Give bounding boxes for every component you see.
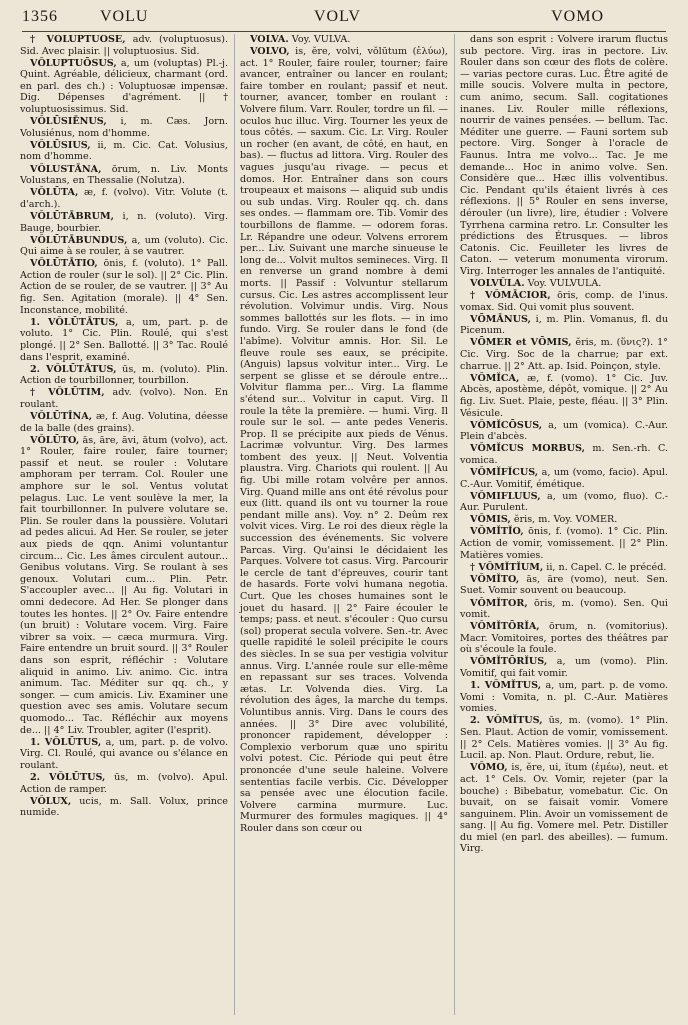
dictionary-entry xyxy=(20,364,228,387)
dictionary-entry xyxy=(20,140,228,163)
entry-headword: VŎMIS, xyxy=(470,514,511,526)
entry-definition: ĕris, m. Voy. VOMER. xyxy=(513,514,618,526)
entry-definition: ās, āre, āvi, ātum (volvo), act. 1° Rouler, faire rouler, faire tourner; passif et neut. se rouler : Volutare amphoram per terram. Col. Rouler une amphore sur le sol. Ventus volutat pelagus. Luc. Le vent soulève la mer, la fait tourbillonner. In pulvere volutare se. Plin. Se rouler dans la poussière. Volutari ad pedes alicui. Ad Her. Se rouler, se jeter aux pieds de qqn. Animi voluntantur circum... Cic. Les âmes circulent autour... Genibus volutans. Virg. Se roulant à ses genoux. Volutari cum... Plin. Petr. S'accoupler avec... || Au fig. Volutari in omni dedecore. Ad Her. Se plonger dans toutes les hontes. || 2° Ov. Faire entendre (un bruit) : Volutare vocem. Virg. Faire vibrer sa voix. — cæca murmura. Virg. Faire entendre un bruit sourd. || 3° Rouler dans son esprit, réfléchir : Volutare aliquid in animo. Liv. animo. Cic. intra animum. Tac. Méditer sur qq. ch., y songer. — cum amicis. Liv. Examiner une question avec ses amis. Volutare secum quomodo... Tac. Réfléchir aux moyens de... || 4° Liv. Troubler, agiter (l'esprit). xyxy=(20,434,228,736)
dictionary-entry xyxy=(240,46,448,834)
entry-headword: VOLVŬLA. xyxy=(470,277,525,289)
entry-definition: ōnis, f. (vomo). 1° Cic. Plin. Action de vomir, vomissement. || 2° Plin. Matières vomies. xyxy=(460,526,668,561)
dictionary-entry xyxy=(460,514,668,526)
dictionary-entry xyxy=(460,290,668,313)
entry-definition: a, um (vomica). C.-Aur. Plein d'abcès. xyxy=(460,419,668,443)
dictionary-entry xyxy=(460,443,668,466)
entry-headword: VŎMIFLUUS, xyxy=(470,490,541,502)
column-middle xyxy=(234,34,448,1015)
entry-headword: VŎLŪTA, xyxy=(30,187,79,199)
entry-headword: VŌMĀNUS, xyxy=(470,313,531,325)
dictionary-entry xyxy=(20,796,228,819)
entry-headword: VŎMĬCŌSUS, xyxy=(470,419,543,431)
entry-headword: VOLVO, xyxy=(250,46,290,58)
entry-definition: Voy. VULVA. xyxy=(291,34,351,45)
entry-headword: † VŎMĬTĬUM, xyxy=(470,561,544,573)
entry-headword: VŎLŪTĀBRUM, xyxy=(30,210,114,222)
entry-headword: VŎMĬCA, xyxy=(470,372,520,384)
dictionary-entry xyxy=(460,420,668,443)
entry-headword: VŎLŪTĪNA, xyxy=(30,411,93,422)
entry-definition: i, n. (voluto). Virg. Bauge, bourbier. xyxy=(20,210,228,234)
entry-definition: i, m. Plin. Vomanus, fl. du Picenum. xyxy=(460,313,668,337)
entry-definition: a, um (vomo, facio). Apul. C.-Aur. Vomitif, émétique. xyxy=(460,466,668,490)
dictionary-entry xyxy=(460,715,668,761)
dictionary-entry xyxy=(20,317,228,363)
entry-definition: m. Sen.-rh. C. vomica. xyxy=(460,443,668,466)
dictionary-entry xyxy=(460,373,668,419)
entry-headword: † VŎMĀCIOR, xyxy=(470,290,551,302)
entry-definition: ūs, m. (voluto). Plin. Action de tourbillonner, tourbillon. xyxy=(20,363,228,387)
dictionary-entry xyxy=(460,762,668,855)
dictionary-entry xyxy=(460,491,668,514)
entry-headword: VŎMĬCUS MORBUS, xyxy=(470,443,585,455)
entry-definition: ās, āre (vomo), neut. Sen. Suet. Vomir souvent ou beaucoup. xyxy=(460,573,668,597)
entry-headword: VŎLUSTĀNA, xyxy=(30,163,102,175)
entry-definition: ucis, m. Sall. Volux, prince numide. xyxy=(20,795,228,819)
entry-definition: ĕris, m. (ὕνις?). 1° Cic. Virg. Soc de la charrue; par ext. charrue. || 2° Att. ap. Isid. Poinçon, style. xyxy=(460,337,668,372)
entry-headword: 2. VŎLŪTĀTUS, xyxy=(30,363,117,375)
entry-headword: VŎLŪSIĒNUS, xyxy=(30,116,107,128)
dictionary-entry xyxy=(20,258,228,316)
entry-headword: VŎLUX, xyxy=(30,795,72,807)
dictionary-entry xyxy=(460,278,668,290)
dictionary-entry xyxy=(460,598,668,621)
entry-headword: VOLVA. xyxy=(250,34,289,45)
entry-headword: † VŎLUPTUŌSE, xyxy=(30,34,126,45)
entry-headword: VŎLŪTO, xyxy=(30,434,80,446)
entry-definition: ōrum, n. Liv. Monts Volustans, en Thessalie (Nolutza). xyxy=(20,163,228,187)
running-header xyxy=(22,8,666,30)
entry-definition: ōnis, f. (voluto). 1° Pall. Action de rouler (sur le sol). || 2° Cic. Plin. Action de se rouler, de se vautrer. || 3° Au fig. Sen. Agitation (morale). || 4° Sen. Inconstance, mobilité. xyxy=(20,258,228,316)
header-center-guide-word: VOLV xyxy=(314,8,361,25)
entry-headword: VŎMO, xyxy=(470,762,508,774)
entry-headword: VŎMĬTŌRĬA, xyxy=(470,621,540,633)
entry-definition: adv. (voluptuosus). Sid. Avec plaisir. || voluptuosius. Sid. xyxy=(20,34,228,57)
dictionary-entry xyxy=(460,314,668,337)
column-right xyxy=(454,34,668,1015)
dictionary-entry xyxy=(460,337,668,372)
entry-definition: a, um, part. p. de voluto. 1° Cic. Plin. Roulé, qui s'est plongé. || 2° Sen. Ballotté. || 3° Tac. Roulé dans l'esprit, examiné. xyxy=(20,316,228,363)
entry-definition: ūs, m. (vomo). 1° Plin. Sen. Plaut. Action de vomir, vomissement. || 2° Cels. Matières vomies. || 3° Au fig. Lucil. ap. Non. Plaut. Ordure, rebut, lie. xyxy=(460,715,668,762)
entry-headword: VŎMĬTĬO, xyxy=(470,526,524,538)
dictionary-entry xyxy=(460,680,668,715)
entry-headword: 1. VŎLŪTUS, xyxy=(30,736,102,748)
column-left xyxy=(20,34,228,1015)
entry-headword: VŎLŪTĀBUNDUS, xyxy=(30,234,128,246)
dictionary-entry xyxy=(460,574,668,597)
entry-definition: a, um (vomo, fluo). C.-Aur. Purulent. xyxy=(460,490,668,514)
dictionary-entry xyxy=(240,34,448,46)
dictionary-entry xyxy=(460,656,668,679)
dictionary-entry xyxy=(20,187,228,210)
entry-headword: VŎLUPTUŌSUS, xyxy=(30,57,117,69)
dictionary-entry xyxy=(20,737,228,772)
dictionary-entry xyxy=(20,116,228,139)
entry-headword: 1. VŎMĬTUS, xyxy=(470,680,542,692)
entry-definition: is, ĕre, volvi, vŏlūtum (ἐλύω), act. 1° Rouler, faire rouler, tourner; faire avancer, entraîner ou lancer en roulant; faire tomber en roulant; passif et neut. tourner, avancer, tomber en roulant : Volvere filum. Varr. Rouler, tordre un fil. — oculos huc illuc. Virg. Tourner les yeux de tous côtés. — saxum. Cic. Lr. Virg. Rouler un rocher (en avant, de côté, en haut, en bas). — fluctus ad littora. Virg. Rouler des vagues jusqu'au rivage. — pecus et domos. Hor. Entraîner dans son cours troupeaux et maisons — aliquid sub undis ou sub undas. Virg. Rouler qq. ch. dans ses ondes. — flammam ore. Tib. Vomir des tourbillons de flamme. — odorem foras. Lr. Répandre une odeur. Volvens errorem per... Liv. Suivant une marche sinueuse le long de... Volvit multos semineces. Virg. Il en renverse un grand nombre à demi morts. || Passif : Volvuntur stellarum cursus. Cic. Les astres accomplissent leur révolution. Volvimur undis. Virg. Nous sommes ballottés sur les flots. — in imo fundo. Virg. Se rouler dans le fond (de l'abîme). Volvitur amnis. Hor. Sil. Le fleuve roule ses eaux, se précipite. (Anguis) lapsus volvitur inter... Virg. Le serpent se glisse et se déroule entre... Volvitur flamma per... Virg. La flamme s'étend sur... Volvitur in caput. Virg. Il roule la tête la première. — humi. Virg. Il roule sur le sol. — ante pedes Veneris. Prop. Il se précipite aux pieds de Vénus. Lacrimæ volvuntur. Virg. Des larmes tombent des yeux. || Neut. Volventia plaustra. Virg. Chariots qui roulent. || Au fig. Ubi mille rotam volvêre per annos. Virg. Quand mille ans ont été révolus pour eux (litt. quand ils ont vu tourner la roue pendant mille ans). Voy. n° 2. Deûm rex volvit vices. Virg. Le roi des dieux règle la succession des événements. Sic volvere Parcas. Virg. Qu'ainsi le décidaient les Parques. Volvere tot casus. Virg. Parcourir le cercle de tant d'épreuves, courir tant de hasards. Forte volvi humana negotia. Curt. Que les choses humaines sont le jouet du hasard. || 2° Faire écouler le temps; pass. et neut. s'écouler : Quo cursu (sol) properat secula volvere. Sen.-tr. Avec quelle rapidité le soleil précipite le cours des siècles. In se sua per vestigia volvitur annus. Virg. L'année roule sur elle-même en repassant sur ses traces. Volvenda ætas. Lr. Volvenda dies. Virg. La révolution des âges, la marche du temps. Voluntibus annis. Virg. Dans le cours des années. || 3° Dire avec volubilité, prononcer rapidement, développer : Complexio verborum quæ uno spiritu volvi potest. Cic. Période qui peut être prononcée d'une seule haleine. Volvere sententias facile verbis. Cic. Développer sa pensée avec une élocution facile. Volvere carmina murmure. Luc. Murmurer des formules magiques. || 4° Rouler dans son cœur ou xyxy=(240,46,448,834)
entry-headword: 2. VŎLŪTUS, xyxy=(30,771,106,783)
entry-definition: a, um (voluptas) Pl.-j. Quint. Agréable, délicieux, charmant (ord. en parl. des ch.) : Voluptuosæ impensæ. Dig. Dépenses d'agrément. || † voluptuosissimus. Sid. xyxy=(20,57,228,116)
columns xyxy=(20,34,668,1015)
dictionary-entry xyxy=(20,435,228,736)
header-right-guide-word: VOMO xyxy=(551,8,604,25)
entry-headword: VŎMĬFĬCUS, xyxy=(470,466,539,478)
dictionary-entry xyxy=(20,164,228,187)
entry-definition: æ, f. (volvo). Vitr. Volute (t. d'arch.). xyxy=(20,187,228,210)
entry-definition: ōris, m. (vomo). Sen. Qui vomit. xyxy=(460,597,668,621)
entry-definition: a, um, part. p. de vomo. Vomi : Vomita, n. pl. C.-Aur. Matières vomies. xyxy=(460,680,668,715)
entry-headword: VŎMĬTOR, xyxy=(470,597,528,609)
dictionary-entry xyxy=(460,34,668,277)
entry-definition: a, um (voluto). Cic. Qui aime à se rouler, à se vautrer. xyxy=(20,234,228,258)
dictionary-entry xyxy=(20,235,228,258)
dictionary-entry xyxy=(20,387,228,410)
entry-definition: ii, m. Cic. Cat. Volusius, nom d'homme. xyxy=(20,139,228,163)
entry-definition: æ, f. (vomo). 1° Cic. Juv. Abcès, apostème, dépôt, vomique. || 2° Au fig. Liv. Suet. Plaie, peste, fléau. || 3° Plin. Vésicule. xyxy=(460,372,668,419)
entry-definition: æ, f. Aug. Volutina, déesse de la balle (des grains). xyxy=(20,411,228,434)
entry-definition: dans son esprit : Volvere irarum fluctus sub pectore. Virg. iras in pectore. Liv. Rouler dans son cœur des flots de colère. — varias pectore curas. Luc. Être agité de mille soucis. Volvere multa in pectore, cum animo, secum. Sall. cogitationes inanes. Liv. Rouler mille réflexions, nourrir de vaines pensées. — bellum. Tac. Méditer une guerre. — Fauni sortem sub pectore. Virg. Songer à l'oracle de Faunus. Intra me volvo... Tac. Je me demande... Hoc in animo volve. Sen. Considère que... Hæc illis volventibus. Cic. Pendant qu'ils étaient livrés à ces réflexions. || 5° Rouler en sens inverse, dérouler (un livre), lire, étudier : Volvere Tyrrhena carmina retro. Lr. Consulter les prédictions des Étrusques. — libros Catonis. Cic. Feuilleter les livres de Caton. — veterum monumenta virorum. Virg. Interroger les annales de l'antiquité. xyxy=(460,34,668,277)
dictionary-entry xyxy=(460,526,668,561)
entry-definition: Voy. VULVULA. xyxy=(527,277,602,289)
entry-headword: VŎMĬTO, xyxy=(470,573,520,585)
dictionary-entry xyxy=(20,411,228,434)
dictionary-entry xyxy=(20,772,228,795)
entry-definition: a, um (vomo). Plin. Vomitif, qui fait vomir. xyxy=(460,656,668,680)
entry-definition: i, m. Cæs. Jorn. Volusiénus, nom d'homme. xyxy=(20,116,228,139)
entry-definition: ii, n. Capel. C. le précéd. xyxy=(546,561,667,573)
dictionary-entry xyxy=(20,58,228,116)
entry-headword: 2. VŎMĬTUS, xyxy=(470,715,543,727)
entry-definition: adv. (volvo). Non. En roulant. xyxy=(20,387,228,410)
dictionary-entry xyxy=(460,621,668,656)
dictionary-entry xyxy=(460,467,668,490)
entry-definition: ūs, m. (volvo). Apul. Action de ramper. xyxy=(20,771,228,795)
entry-headword: VŌMER et VŌMIS, xyxy=(470,337,572,349)
entry-headword: 1. VŎLŪTĀTUS, xyxy=(30,316,119,328)
entry-headword: † VŎLŪTIM, xyxy=(30,387,105,399)
entry-headword: VŎLŪTĀTIO, xyxy=(30,258,98,270)
entry-definition: ōrum, n. (vomitorius). Macr. Vomitoires, portes des théâtres par où s'écoule la foule. xyxy=(460,621,668,656)
entry-definition: is, ĕre, ui, ĭtum (ἐμέω), neut. et act. 1° Cels. Ov. Vomir, rejeter (par la bouche) : Bibebatur, vomebatur. Cic. On buvait, on se faisait vomir. Vomere sanguinem. Plin. Avoir un vomissement de sang. || Au fig. Vomere mel. Petr. Distiller du miel (en parl. des abeilles). — fumum. Virg. xyxy=(460,762,668,855)
entry-definition: ōris, comp. de l'inus. vomax. Sid. Qui vomit plus souvent. xyxy=(460,290,668,313)
entry-definition: a, um, part. p. de volvo. Virg. Cl. Roulé, qui avance ou s'élance en roulant. xyxy=(20,736,228,771)
entry-headword: VŎLŪSIUS, xyxy=(30,139,91,151)
dictionary-entry xyxy=(20,34,228,57)
entry-headword: VŎMĬTŌRĬUS, xyxy=(470,656,548,668)
dictionary-entry xyxy=(20,211,228,234)
header-rule xyxy=(22,31,666,32)
dictionary-entry xyxy=(460,562,668,574)
header-left-guide-word: VOLU xyxy=(100,8,149,25)
page-number: 1356 xyxy=(22,8,58,25)
